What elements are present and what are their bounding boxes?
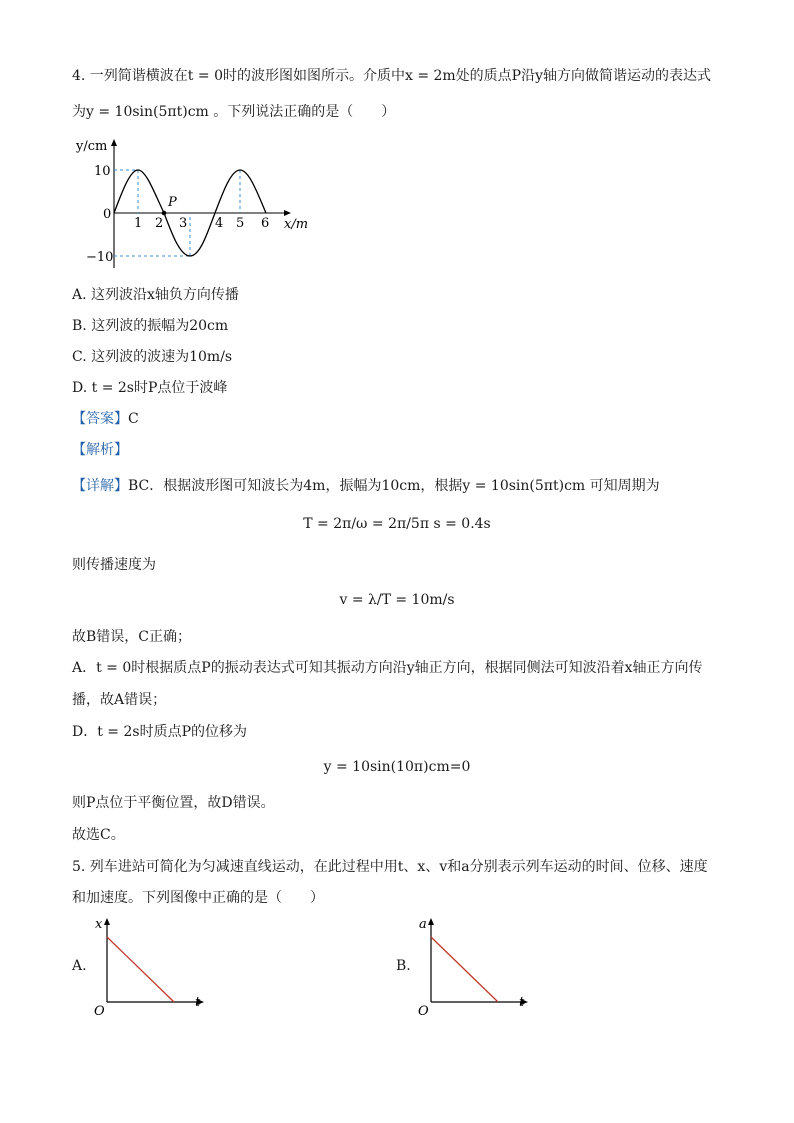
analysis-d-line-1: D．t = 2s时质点P的位移为 bbox=[72, 724, 247, 740]
answer-line bbox=[72, 409, 139, 429]
conclusion-bc: 故B错误，C正确； bbox=[72, 629, 191, 645]
y-axis-label: y/cm bbox=[76, 139, 108, 154]
q4-option-b: B. 这列波的振幅为20cm bbox=[72, 318, 229, 334]
q5-option-a-label: A. bbox=[72, 958, 87, 974]
graph-a-origin: O bbox=[94, 1004, 105, 1019]
formula-speed: v = λ/T = 10m/s bbox=[339, 592, 455, 608]
x-tick-6: 6 bbox=[261, 216, 270, 231]
detail-text-1: BC．根据波形图可知波长为4m，振幅为10cm，根据y = 10sin(5πt)cm 可知周期为 bbox=[128, 478, 660, 494]
analysis-d-conclusion: 则P点位于平衡位置，故D错误。 bbox=[72, 795, 275, 811]
q4-option-c: C. 这列波的波速为10m/s bbox=[72, 349, 233, 365]
y-tick-10: 10 bbox=[94, 164, 111, 179]
detail-line-1 bbox=[72, 476, 660, 496]
formula-displacement: y = 10sin(10π)cm=0 bbox=[323, 759, 471, 775]
q4-option-a: A. 这列波沿x轴负方向传播 bbox=[72, 287, 239, 303]
detail-tag: 【详解】 bbox=[72, 478, 128, 494]
point-p bbox=[162, 211, 167, 216]
graph-a-t bbox=[412, 912, 542, 1022]
formula-period: T = 2π/ω = 2π/5π s = 0.4s bbox=[303, 516, 491, 532]
y-tick-0: 0 bbox=[103, 207, 112, 222]
answer-value: C bbox=[128, 411, 139, 427]
analysis-a-line-1: A．t = 0时根据质点P的振动表达式可知其振动方向沿y轴正方向，根据同侧法可知波沿着x轴正方向传 bbox=[72, 660, 703, 676]
x-axis-label: x/m bbox=[284, 217, 309, 232]
x-tick-3: 3 bbox=[179, 216, 188, 231]
graph-b-y-label: a bbox=[419, 917, 427, 932]
q5-stem-line-2: 和加速度。下列图像中正确的是（ ） bbox=[72, 890, 324, 906]
graph-a-x-label: t bbox=[195, 995, 201, 1010]
x-tick-5: 5 bbox=[236, 216, 245, 231]
wave-graph bbox=[72, 136, 322, 272]
answer-tag: 【答案】 bbox=[72, 411, 128, 427]
graph-a-y-label: x bbox=[95, 917, 103, 932]
x-tick-2: 2 bbox=[155, 216, 164, 231]
point-p-label: P bbox=[168, 195, 177, 210]
x-t-line bbox=[107, 937, 174, 1002]
analysis-a-line-2: 播，故A错误； bbox=[72, 692, 167, 708]
analysis-tag: 【解析】 bbox=[72, 442, 128, 458]
q4-stem-line-1: 4. 一列简谐横波在t = 0时的波形图如图所示。介质中x = 2m处的质点P沿y轴方向做简谐运动的表达式 bbox=[72, 68, 712, 84]
x-tick-1: 1 bbox=[134, 216, 143, 231]
q4-stem-line-2: 为y = 10sin(5πt)cm 。下列说法正确的是（ ） bbox=[72, 104, 396, 120]
y-tick-neg10: −10 bbox=[86, 250, 114, 265]
final-answer: 故选C。 bbox=[72, 827, 125, 843]
y-axis-arrow bbox=[111, 139, 117, 146]
q5-stem-line-1: 5. 列车进站可简化为匀减速直线运动，在此过程中用t、x、v和a分别表示列车运动的时间、位移、速度 bbox=[72, 859, 708, 875]
q4-option-d: D. t = 2s时P点位于波峰 bbox=[72, 380, 228, 396]
graph-x-t bbox=[88, 912, 218, 1022]
q5-option-b-label: B. bbox=[396, 958, 411, 974]
graph-b-x-label: t bbox=[519, 995, 525, 1010]
graph-b-origin: O bbox=[418, 1004, 429, 1019]
speed-intro: 则传播速度为 bbox=[72, 557, 156, 573]
x-tick-4: 4 bbox=[215, 216, 224, 231]
a-t-line bbox=[431, 937, 498, 1002]
analysis-line bbox=[72, 440, 128, 460]
x-axis-arrow bbox=[284, 210, 291, 216]
